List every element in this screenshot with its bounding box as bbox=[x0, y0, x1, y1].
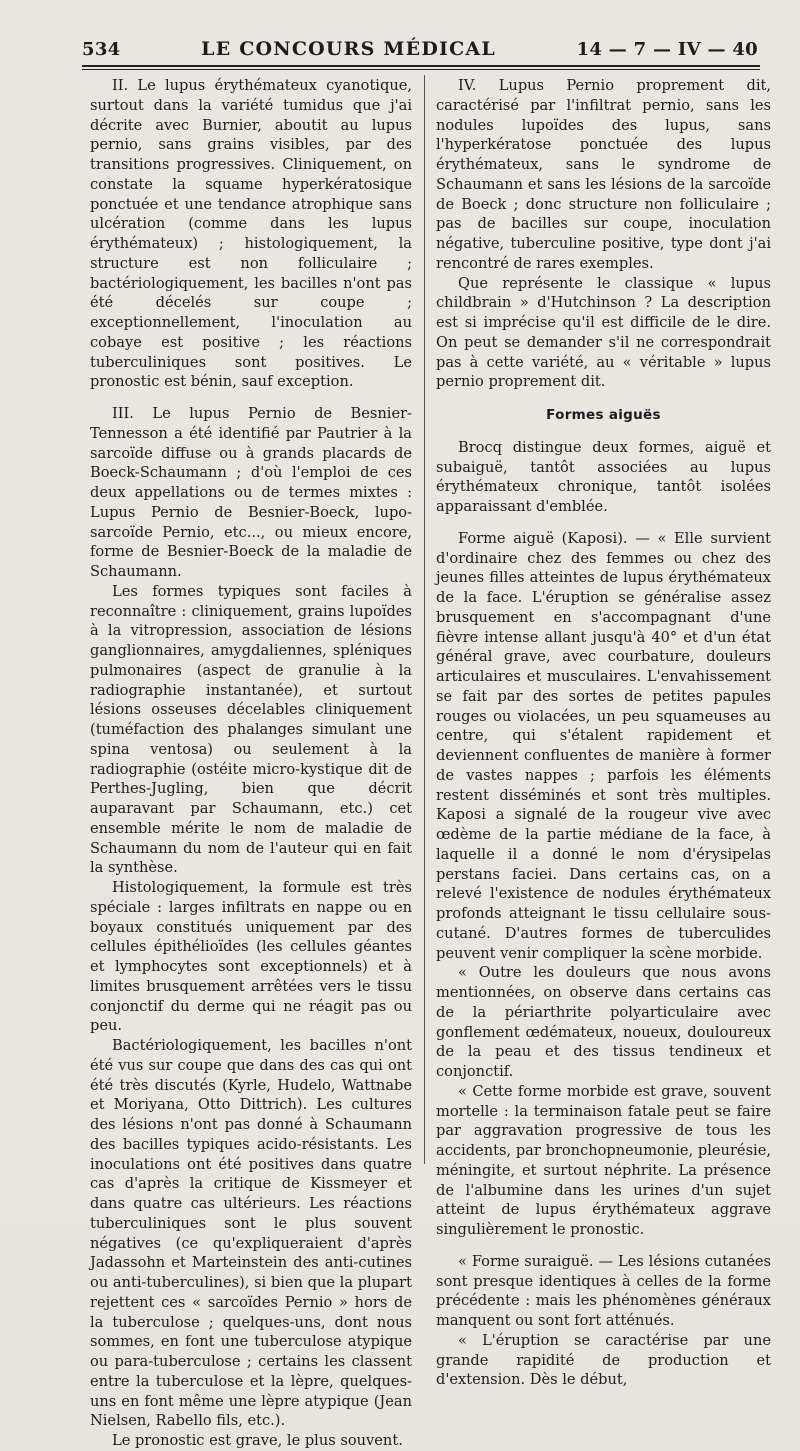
paragraph-forme-suraigue: « Forme suraiguë. — Les lésions cutanées sont presque identiques à celles de la forme précédente : mais les phénomènes généraux manquent ou sont fort atténués. bbox=[436, 1252, 771, 1329]
header-rule-thin bbox=[82, 69, 760, 70]
running-header bbox=[82, 34, 758, 64]
left-column bbox=[90, 76, 412, 1451]
journal-title: LE CONCOURS MÉDICAL bbox=[201, 38, 496, 60]
paragraph-pronostic: Le pronostic est grave, le plus souvent. bbox=[112, 1432, 403, 1449]
right-column bbox=[436, 76, 771, 1390]
paragraph-hutchinson: Que représente le classique « lupus childbrain » d'Hutchinson ? La description est si imprécise qu'il est difficile de le dire. On peut se demander s'il ne correspondrait pas à cette variété, au « véritable » lupus pernio proprement dit. bbox=[436, 274, 771, 391]
paragraph-lupus-pernio-proprement-dit: IV. Lupus Pernio proprement dit, caractérisé par l'infiltrat pernio, sans les nodules lupoïdes des lupus, sans l'hyperkératose ponctuée des lupus érythémateux, sans le syndrome de Schaumann et sans les lésions de la sarcoïde de Boeck ; donc structure non folliculaire ; pas de bacilles sur coupe, inoculation négative, tuberculine positive, type dont j'ai rencontré de rares exemples. bbox=[436, 77, 771, 272]
paragraph-lupus-cyanotique: II. Le lupus érythémateux cyanotique, surtout dans la variété tumidus que j'ai décrite avec Burnier, aboutit au lupus pernio, sans grains visibles, par des transitions progressives. Cliniquement, on constate la squame hyperkératosique ponctuée et une tendance atrophique sans ulcération (comme dans les lupus érythémateux) ; histologiquement, la structure est non folliculaire ; bactériologiquement, les bacilles n'ont pas été décelés sur coupe ; exceptionnellement, l'inoculation au cobaye est positive ; les réactions tuberculiniques sont positives. Le pronostic est bénin, sauf exception. bbox=[90, 77, 412, 391]
column-divider bbox=[424, 75, 425, 1164]
paragraph-lupus-pernio-besnier: III. Le lupus Pernio de Besnier-Tennesson a été identifié par Pautrier à la sarcoïde diffuse ou à grands placards de Boeck-Schaumann ; d'où l'emploi de ces deux appellations ou de termes mixtes : Lupus Pernio de Besnier-Boeck, lupo-sarcoïde Pernio, etc..., ou mieux encore, forme de Besnier-Boeck de la maladie de Schaumann. bbox=[90, 405, 412, 580]
paragraph-forme-aigue: Forme aiguë (Kaposi). — « Elle survient d'ordinaire chez des femmes ou chez des jeunes filles atteintes de lupus érythémateux de la face. L'éruption se généralise assez brusquement en s'accompagnant d'une fièvre intense allant jusqu'à 40° et d'un état général grave, avec courbature, douleurs articulaires et musculaires. L'envahissement se fait par des sortes de petites papules rouges ou violacées, un peu squameuses au centre, qui s'étalent rapidement et deviennent confluentes de manière à former de vastes nappes ; parfois les éléments restent disséminés et sont très multiples. Kaposi a signalé de la rougeur vive avec œdème de la partie médiane de la face, à laquelle il a donné le nom d'érysipelas perstans faciei. Dans certains cas, on a relevé l'existence de nodules érythémateux profonds atteignant le tissu cellulaire sous-cutané. D'autres formes de tuberculides peuvent venir compliquer la scène morbide. bbox=[436, 529, 771, 962]
header-rule-thick bbox=[82, 65, 760, 67]
paragraph-formes-typiques: Les formes typiques sont faciles à reconnaître : cliniquement, grains lupoïdes à la vitropression, association de lésions ganglionnaires, amygdaliennes, spléniques pulmonaires (aspect de granulie à la radiographie instantanée), et surtout lésions osseuses décelables cliniquement (tuméfaction des phalanges simulant une spina ventosa) ou seulement à la radiographie (ostéite micro-kystique dit de Perthes-Jugling, bien que décrit auparavant par Schaumann, etc.) cet ensemble mérite le nom de maladie de Schaumann du nom de l'auteur qui en fait la synthèse. bbox=[90, 582, 412, 877]
paragraph-brocq: Brocq distingue deux formes, aiguë et subaiguë, tantôt associées au lupus érythémateux chronique, tantôt isolées apparaissant d'emblée. bbox=[436, 438, 771, 515]
paragraph-gravite: « Cette forme morbide est grave, souvent mortelle : la terminaison fatale peut se faire par aggravation progressive de tous les accidents, par bronchopneumonie, pleurésie, méningite, et surtout néphrite. La présence de l'albumine dans les urines d'un sujet atteint de lupus érythémateux aggrave singulièrement le pronostic. bbox=[436, 1082, 771, 1238]
section-heading: Formes aiguës bbox=[546, 407, 661, 423]
paragraph-eruption: « L'éruption se caractérise par une grande rapidité de production et d'extension. Dès le début, bbox=[436, 1331, 771, 1389]
page-number: 534 bbox=[82, 38, 121, 60]
issue-date: 14 — 7 — IV — 40 bbox=[576, 38, 758, 60]
paragraph-histologie: Histologiquement, la formule est très spéciale : larges infiltrats en nappe ou en boyaux constitués uniquement par des cellules épithélioïdes (les cellules géantes et lymphocytes sont exceptionnels) et à limites brusquement arrêtées vers le tissu conjonctif du derme qui ne réagit pas ou peu. bbox=[90, 879, 412, 1035]
paragraph-douleurs: « Outre les douleurs que nous avons mentionnées, on observe dans certains cas de la périarthrite polyarticulaire avec gonflement œdémateux, noueux, douloureux de la peau et des tissus tendineux et conjonctif. bbox=[436, 964, 771, 1080]
paragraph-bacteriologie: Bactériologiquement, les bacilles n'ont été vus sur coupe que dans des cas qui ont été très discutés (Kyrle, Hudelo, Wattnabe et Moriyana, Otto Dittrich). Les cultures des lésions n'ont pas donné à Schaumann des bacilles typiques acido-résistants. Les inoculations ont été positives dans quatre cas d'après la critique de Kissmeyer et dans quatre cas ultérieurs. Les réactions tuberculiniques sont le plus souvent négatives (ce qu'expliqueraient d'après Jadassohn et Marteinstein des anti-cutines ou anti-tuberculines), si bien que la plupart rejettent ces « sarcoïdes Pernio » hors de la tuberculose ; quelques-uns, dont nous sommes, en font une tuberculose atypique ou para-tuberculose ; certains les classent entre la tuberculose et la lèpre, quelques-uns en font même une lèpre atypique (Jean Nielsen, Rabello fils, etc.). bbox=[90, 1037, 412, 1430]
